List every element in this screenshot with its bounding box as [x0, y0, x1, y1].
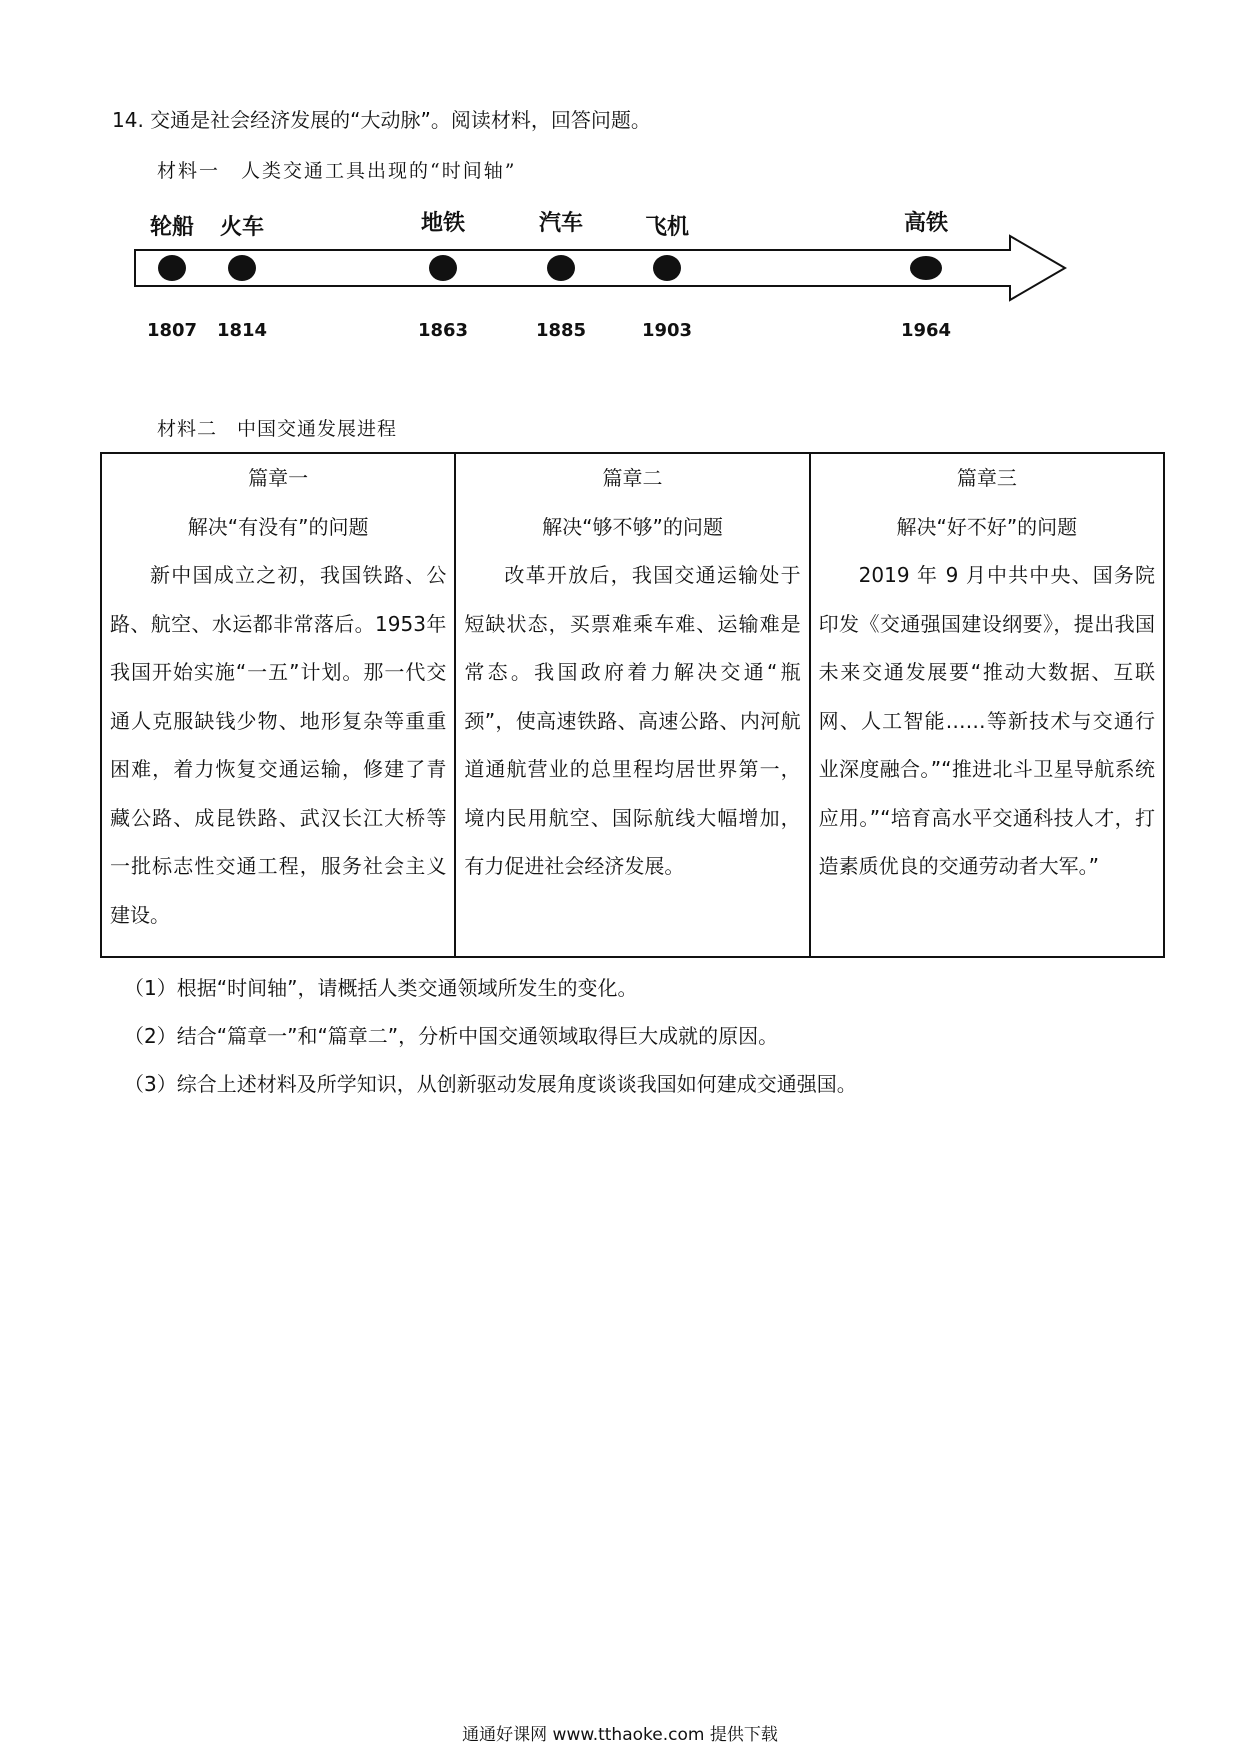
timeline-year-1: 1814 — [216, 320, 268, 341]
timeline-dot-5 — [910, 256, 942, 280]
subquestion-3: （3）综合上述材料及所学知识，从创新驱动发展角度谈谈我国如何建成交通强国。 — [124, 1072, 857, 1096]
timeline-year-0: 1807 — [146, 320, 198, 341]
timeline-dot-2 — [429, 255, 457, 281]
timeline-dot-0 — [158, 255, 186, 281]
chapter-3-title: 篇章三 — [956, 466, 1017, 490]
chapter-1-cell — [101, 453, 455, 957]
timeline-label-0: 轮船 — [149, 215, 195, 240]
timeline-dot-3 — [547, 255, 575, 281]
timeline-label-2: 地铁 — [420, 211, 466, 236]
chapter-2-cell — [455, 453, 809, 957]
subquestion-2: （2）结合“篇章一”和“篇章二”，分析中国交通领域取得巨大成就的原因。 — [124, 1024, 779, 1048]
timeline-year-4: 1903 — [641, 320, 693, 341]
chapter-3-subtitle: 解决“好不好”的问题 — [896, 514, 1078, 539]
timeline-dot-4 — [653, 255, 681, 281]
timeline-year-3: 1885 — [535, 320, 587, 341]
chapter-2-body: 改革开放后，我国交通运输处于短缺状态，买票难乘车难、运输难是常态。我国政府着力解决交通“瓶颈”，使高速铁路、高速公路、内河航道通航营业的总里程均居世界第一，境内民用航空、国际航线大幅增加，有力促进社会经济发展。 — [464, 563, 801, 878]
material2-heading: 材料二 中国交通发展进程 — [157, 418, 398, 440]
timeline-year-2: 1863 — [417, 320, 469, 341]
chapter-3-cell — [810, 453, 1164, 957]
timeline-label-4: 飞机 — [644, 215, 690, 240]
subquestion-1: （1）根据“时间轴”，请概括人类交通领域所发生的变化。 — [124, 976, 638, 1000]
chapter-2-title: 篇章二 — [602, 466, 663, 490]
chapter-1-subtitle: 解决“有没有”的问题 — [187, 514, 369, 539]
chapter-1-title: 篇章一 — [248, 466, 309, 490]
chapters-table — [100, 452, 1165, 958]
chapter-3-body: 2019 年 9 月中共中央、国务院印发《交通强国建设纲要》，提出我国未来交通发展要“推动大数据、互联网、人工智能……等新技术与交通行业深度融合。”“推进北斗卫星导航系统应用。”“培育高水平交通科技人才，打造素质优良的交通劳动者大军。” — [818, 563, 1155, 878]
chapter-1-body: 新中国成立之初，我国铁路、公路、航空、水运都非常落后。1953年我国开始实施“一五”计划。那一代交通人克服缺钱少物、地形复杂等重重困难，着力恢复交通运输，修建了青藏公路、成昆铁路、武汉长江大桥等一批标志性交通工程，服务社会主义建设。 — [110, 563, 447, 927]
footer-source: 通通好课网 www.tthaoke.com 提供下载 — [462, 1725, 778, 1745]
timeline-label-5: 高铁 — [903, 211, 949, 236]
timeline-year-5: 1964 — [900, 320, 952, 341]
timeline-dot-1 — [228, 255, 256, 281]
timeline-label-3: 汽车 — [538, 211, 584, 236]
material1-heading: 材料一 人类交通工具出现的“时间轴” — [157, 160, 517, 182]
question-title: 14. 交通是社会经济发展的“大动脉”。阅读材料，回答问题。 — [112, 108, 651, 132]
timeline-label-1: 火车 — [219, 215, 265, 240]
chapter-2-subtitle: 解决“够不够”的问题 — [542, 514, 723, 539]
timeline-arrow — [0, 0, 1240, 360]
